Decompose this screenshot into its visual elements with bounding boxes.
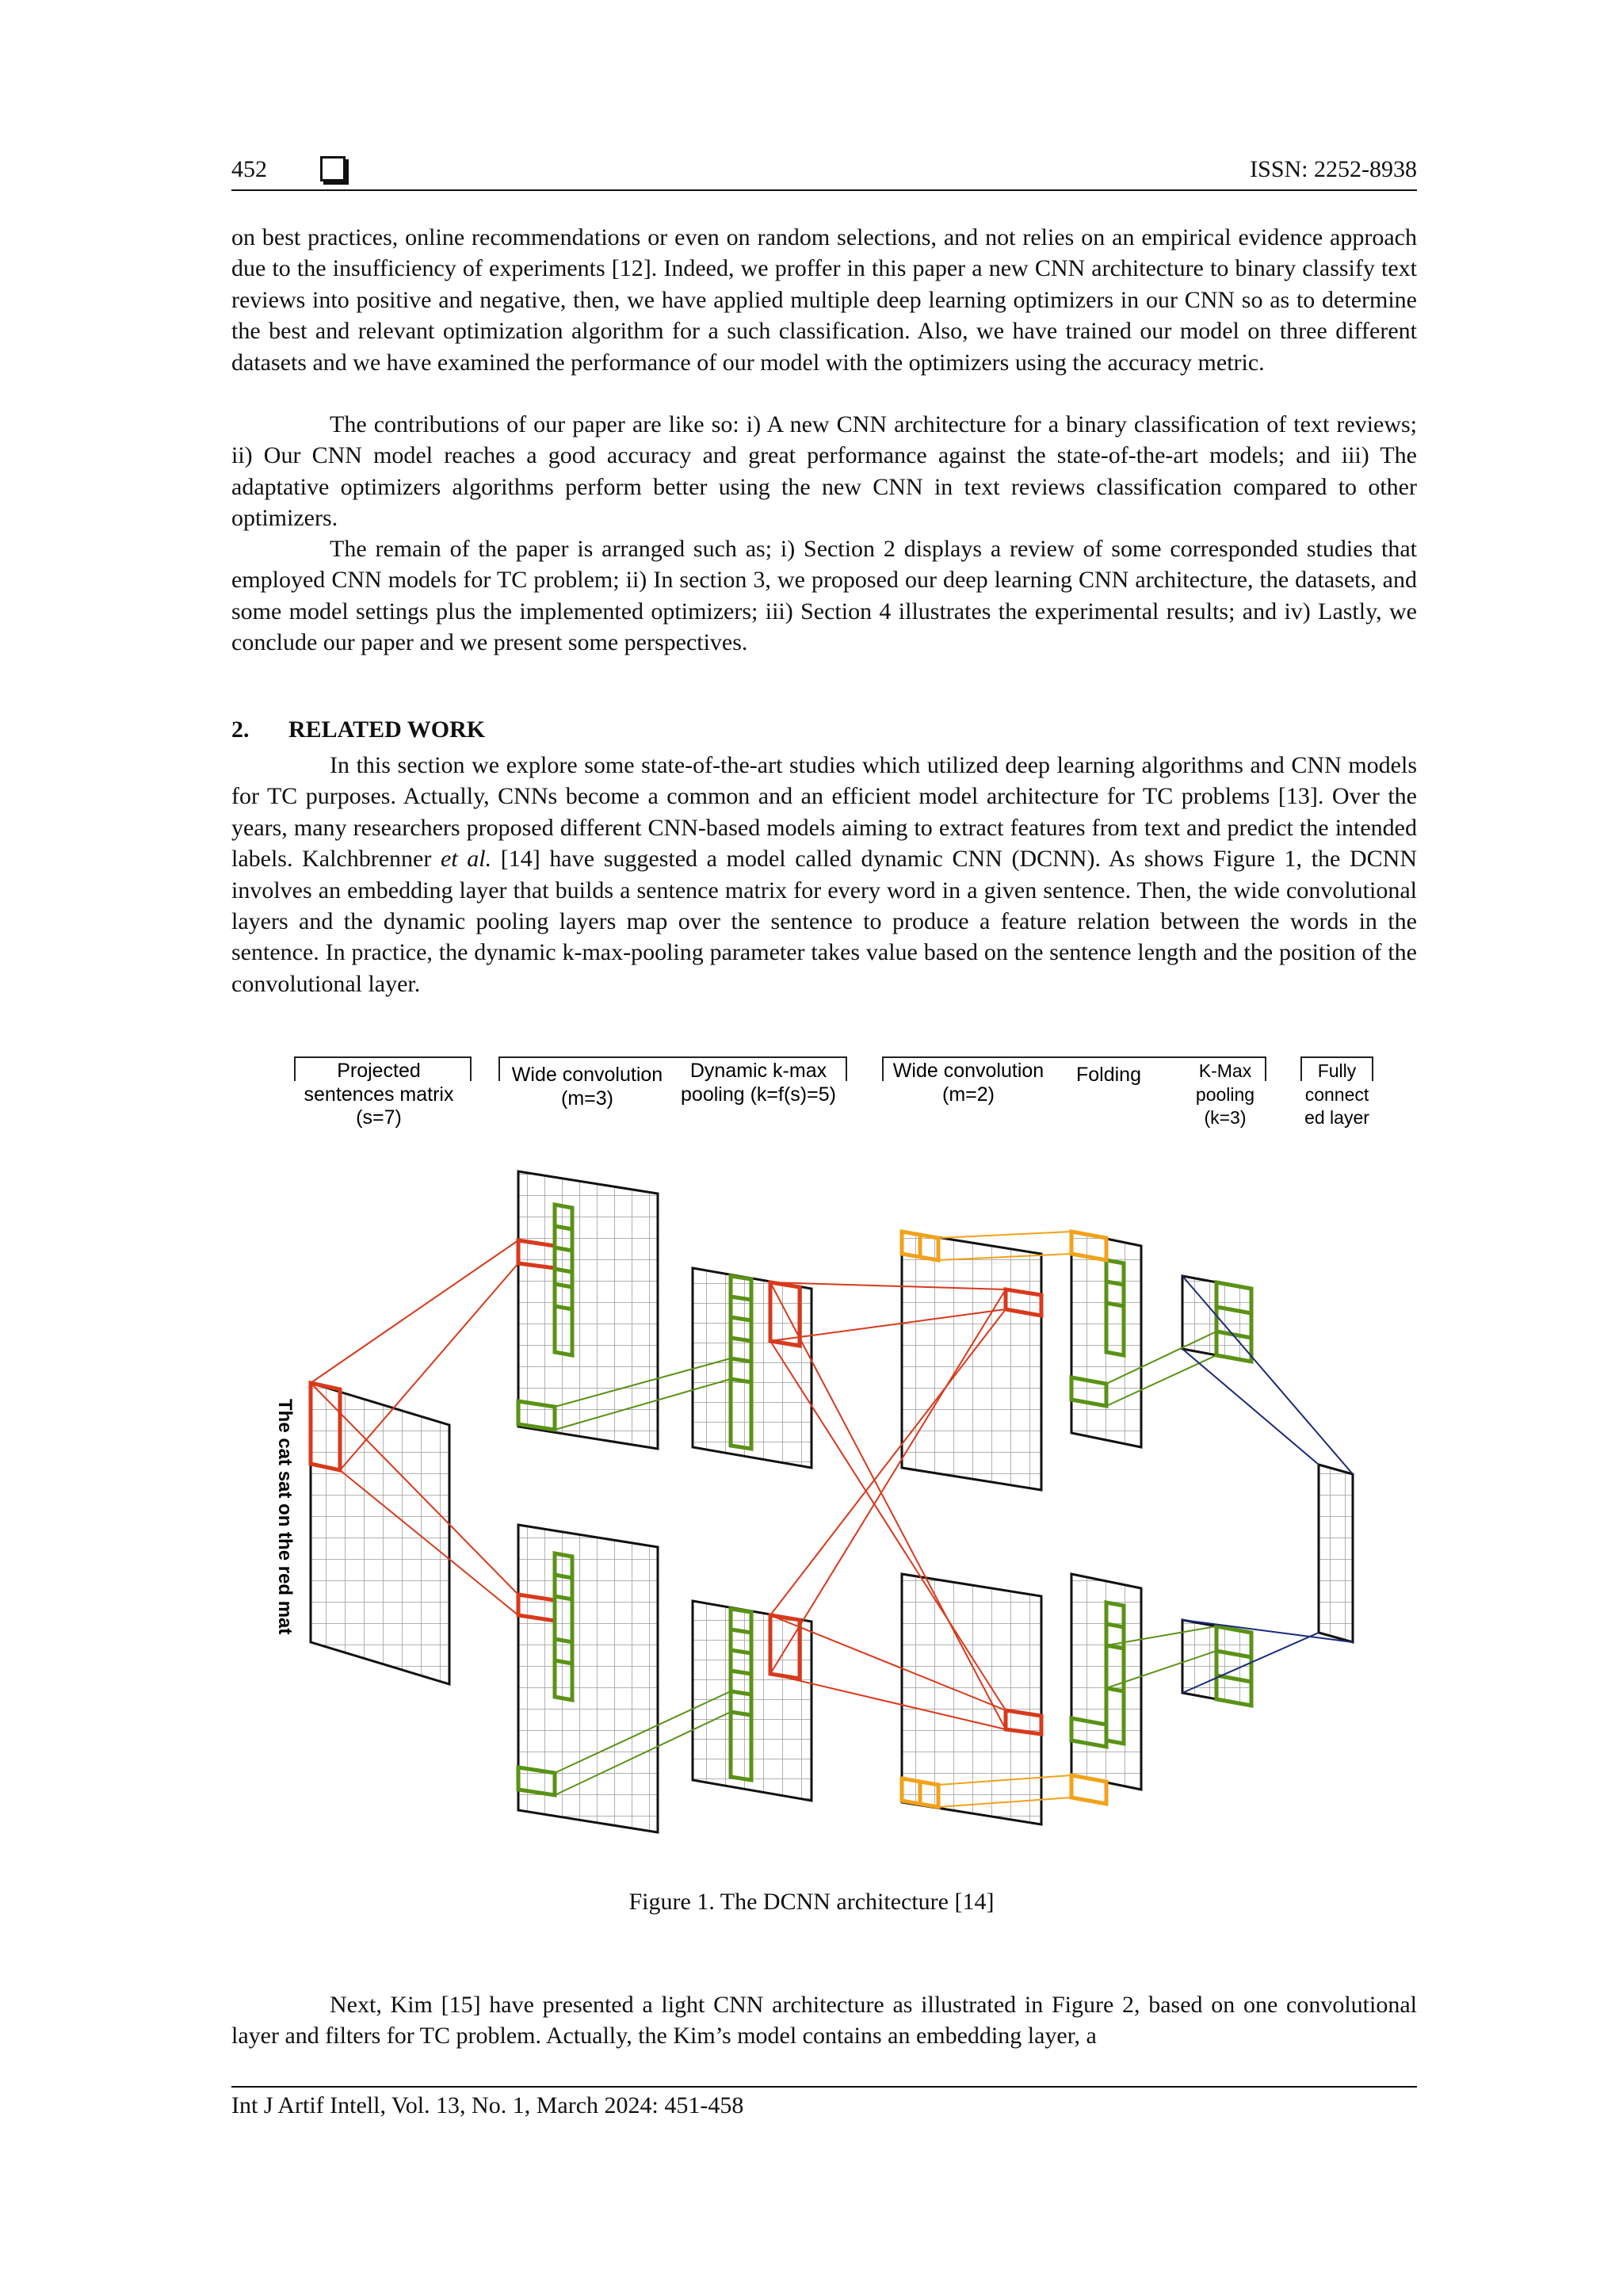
section-title: RELATED WORK xyxy=(288,716,486,743)
label-dyn-line2: pooling (k=f(s)=5) xyxy=(681,1083,836,1106)
label-kmax-line3: (k=3) xyxy=(1204,1107,1247,1128)
figure-caption: Figure 1. The DCNN architecture [14] xyxy=(628,1889,995,1915)
checkbox-square-icon xyxy=(320,156,346,181)
conv1-map-top xyxy=(518,1171,658,1449)
label-projected-line2: sentences matrix xyxy=(304,1083,454,1106)
label-fc-line2: connect xyxy=(1304,1084,1369,1105)
section-heading xyxy=(231,716,485,743)
issn: ISSN: 2252-8938 xyxy=(1250,156,1417,182)
label-wide2-line2: (m=2) xyxy=(942,1083,995,1106)
label-kmax-line1: K-Max xyxy=(1198,1060,1252,1081)
label-projected-line3: (s=7) xyxy=(356,1106,402,1129)
label-projected-line1: Projected xyxy=(337,1060,421,1082)
label-fc-line3: ed layer xyxy=(1304,1107,1369,1128)
dcnn-architecture-diagram xyxy=(231,1046,1417,1886)
label-wide2-line1: Wide convolution xyxy=(892,1060,1044,1082)
label-kmax-line2: pooling xyxy=(1195,1084,1255,1105)
fully-connected-layer xyxy=(1319,1465,1353,1642)
sentence-label: The cat sat on the red mat xyxy=(274,1399,296,1635)
label-folding: Folding xyxy=(1076,1064,1141,1086)
conv2-map-top xyxy=(902,1232,1041,1490)
label-dyn-line1: Dynamic k-max xyxy=(689,1060,827,1082)
label-wide1-line1: Wide convolution xyxy=(511,1064,663,1086)
paragraph-3: The remain of the paper is arranged such as; i) Section 2 displays a review of some corresponded studies that employed CNN models for TC problem; ii) In section 3, we proposed our deep learning CNN architecture, the datasets, and some model settings plus the implemented optimizers; iii) Section 4 illustrates the experimental results; and iv) Lastly, we conclude our paper and we present some perspectives. xyxy=(231,536,1417,656)
dcnn-figure xyxy=(231,1046,1417,1886)
input-sentence-matrix xyxy=(311,1383,449,1684)
conv1-map-bottom xyxy=(518,1525,658,1832)
label-fc-line1: Fully xyxy=(1317,1060,1357,1081)
section-number: 2. xyxy=(231,716,250,743)
page-number: 452 xyxy=(231,156,267,182)
paragraph-2: The contributions of our paper are like so: i) A new CNN architecture for a binary classification of text reviews; ii) Our CNN model reaches a good accuracy and great performance against the state-of-the-art models; and iii) The adaptative optimizers algorithms perform better using the new CNN in text reviews classification compared to other optimizers. xyxy=(231,411,1417,532)
label-wide1-line2: (m=3) xyxy=(561,1087,613,1110)
page-header xyxy=(231,153,1417,191)
conv2-map-bottom xyxy=(902,1574,1041,1824)
footer-citation: Int J Artif Intell, Vol. 13, No. 1, March 2024: 451-458 xyxy=(231,2092,744,2118)
page-footer xyxy=(231,2086,1417,2119)
paragraph-5: Next, Kim [15] have presented a light CNN architecture as illustrated in Figure 2, based on one convolutional layer and filters for TC problem. Actually, the Kim’s model contains an embedding layer, a xyxy=(231,1992,1417,2050)
paragraph-4: In this section we explore some state-of-the-art studies which utilized deep learning algorithms and CNN models for TC purposes. Actually, CNNs become a common and an efficient model architecture for TC problems [13]. Over the years, many researchers proposed different CNN-based models aiming to extract features from text and predict the intended labels. Kalchbrenner et al. [14] have suggested a model called dynamic CNN (DCNN). As shows Figure 1, the DCNN involves an embedding layer that builds a sentence matrix for every word in a given sentence. Then, the wide convolutional layers and the dynamic pooling layers map over the sentence to produce a feature relation between the words in the sentence. In practice, the dynamic k-max-pooling parameter takes value based on the sentence length and the position of the convolutional layer. xyxy=(231,752,1417,997)
paragraph-1: on best practices, online recommendations or even on random selections, and not relies on an empirical evidence approach due to the insufficiency of experiments [12]. Indeed, we proffer in this paper a new CNN architecture to binary classify text reviews into positive and negative, then, we have applied multiple deep learning optimizers in our CNN so as to determine the best and relevant optimization algorithm for a such classification. Also, we have trained our model on three different datasets and we have examined the performance of our model with the optimizers using the accuracy metric. xyxy=(231,224,1417,376)
